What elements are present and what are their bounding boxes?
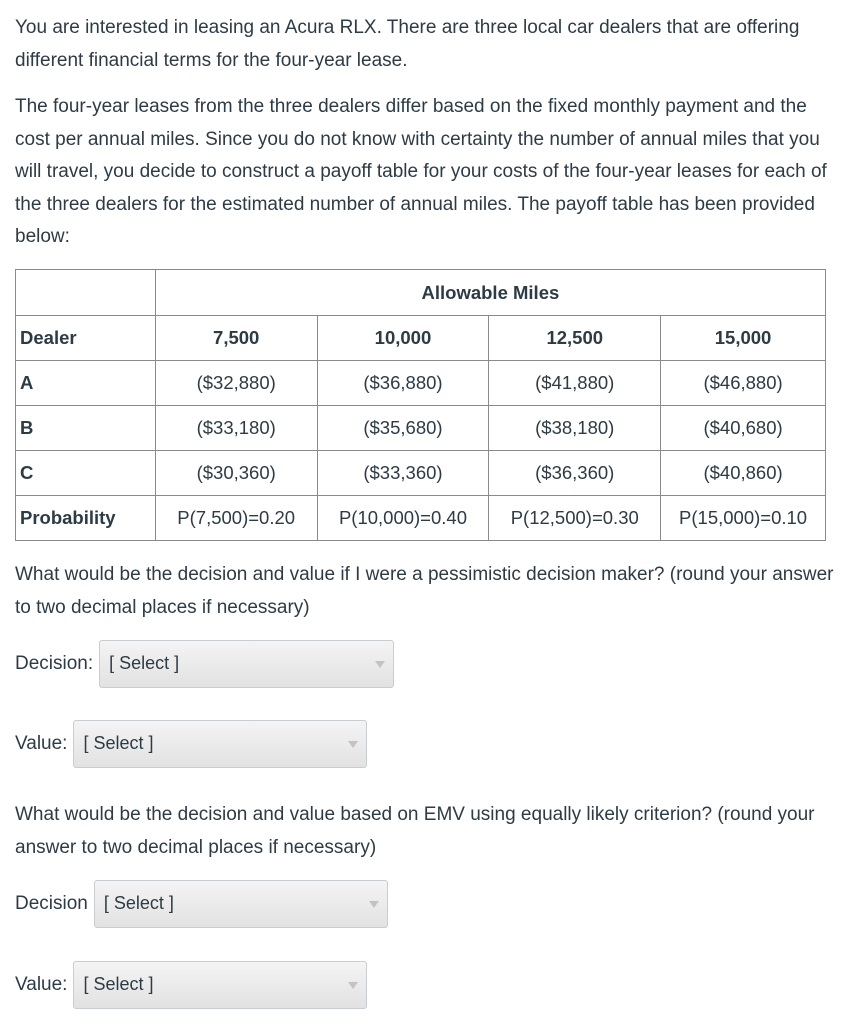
probability-cell: P(15,000)=0.10 <box>661 496 826 541</box>
intro-paragraph-2: The four-year leases from the three dealers differ based on the fixed monthly payment and the cost per annual miles. Since you do not know with certainty the number of annual miles that you will travel, you decide to construct a payoff table for your costs of the four-year leases for each of the three dealers for the estimated number of annual miles. The payoff table has been provided below: <box>15 96 827 247</box>
payoff-cell: ($32,880) <box>155 361 317 406</box>
column-header: 12,500 <box>489 316 661 361</box>
intro-paragraph-1: You are interested in leasing an Acura RLX. There are three local car dealers that are offering different financial terms for the four-year lease. <box>15 17 800 71</box>
table-row <box>16 451 826 496</box>
column-header: 15,000 <box>661 316 826 361</box>
payoff-cell: ($41,880) <box>489 361 661 406</box>
q2-value-select-value: [ Select ] <box>83 974 154 994</box>
q1-decision-field <box>15 640 394 688</box>
question-2-text: What would be the decision and value based on EMV using equally likely criterion? (round your answer to two decimal places if necessary) <box>15 804 815 858</box>
table-header-row <box>16 316 826 361</box>
table-group-header-row <box>16 270 826 316</box>
q2-value-field <box>15 961 367 1009</box>
payoff-cell: ($36,360) <box>489 451 661 496</box>
chevron-down-icon <box>367 641 393 687</box>
payoff-cell: ($35,680) <box>317 406 489 451</box>
payoff-cell: ($40,680) <box>661 406 826 451</box>
probability-row <box>16 496 826 541</box>
chevron-down-icon <box>340 721 366 767</box>
dealer-cell: C <box>16 451 156 496</box>
allowable-miles-header: Allowable Miles <box>155 270 825 316</box>
q1-decision-label: Decision: <box>15 653 94 674</box>
dealer-header: Dealer <box>16 316 156 361</box>
q2-value-label: Value: <box>15 974 68 995</box>
q1-decision-select-value: [ Select ] <box>109 653 180 673</box>
table-row <box>16 406 826 451</box>
payoff-cell: ($38,180) <box>489 406 661 451</box>
probability-cell: P(10,000)=0.40 <box>317 496 489 541</box>
table-corner-cell <box>16 270 156 316</box>
payoff-cell: ($33,180) <box>155 406 317 451</box>
q1-value-select[interactable] <box>73 720 367 768</box>
q2-value-select[interactable] <box>73 961 367 1009</box>
q2-decision-select[interactable] <box>94 880 388 928</box>
column-header: 7,500 <box>155 316 317 361</box>
chevron-down-icon <box>340 962 366 1008</box>
dealer-cell: B <box>16 406 156 451</box>
payoff-cell: ($33,360) <box>317 451 489 496</box>
q1-value-select-value: [ Select ] <box>83 733 154 753</box>
column-header: 10,000 <box>317 316 489 361</box>
probability-cell: P(7,500)=0.20 <box>155 496 317 541</box>
chevron-down-icon <box>361 881 387 927</box>
payoff-table <box>15 269 826 541</box>
payoff-cell: ($40,860) <box>661 451 826 496</box>
q2-decision-label: Decision <box>15 893 88 914</box>
payoff-cell: ($30,360) <box>155 451 317 496</box>
question-1-text: What would be the decision and value if I were a pessimistic decision maker? (round your answer to two decimal places if necessary) <box>15 564 834 618</box>
payoff-cell: ($36,880) <box>317 361 489 406</box>
q2-decision-field <box>15 880 388 928</box>
q1-decision-select[interactable] <box>99 640 394 688</box>
table-row <box>16 361 826 406</box>
q2-decision-select-value: [ Select ] <box>103 893 174 913</box>
dealer-cell: A <box>16 361 156 406</box>
probability-label: Probability <box>16 496 156 541</box>
payoff-cell: ($46,880) <box>661 361 826 406</box>
q1-value-label: Value: <box>15 733 68 754</box>
probability-cell: P(12,500)=0.30 <box>489 496 661 541</box>
q1-value-field <box>15 720 367 768</box>
